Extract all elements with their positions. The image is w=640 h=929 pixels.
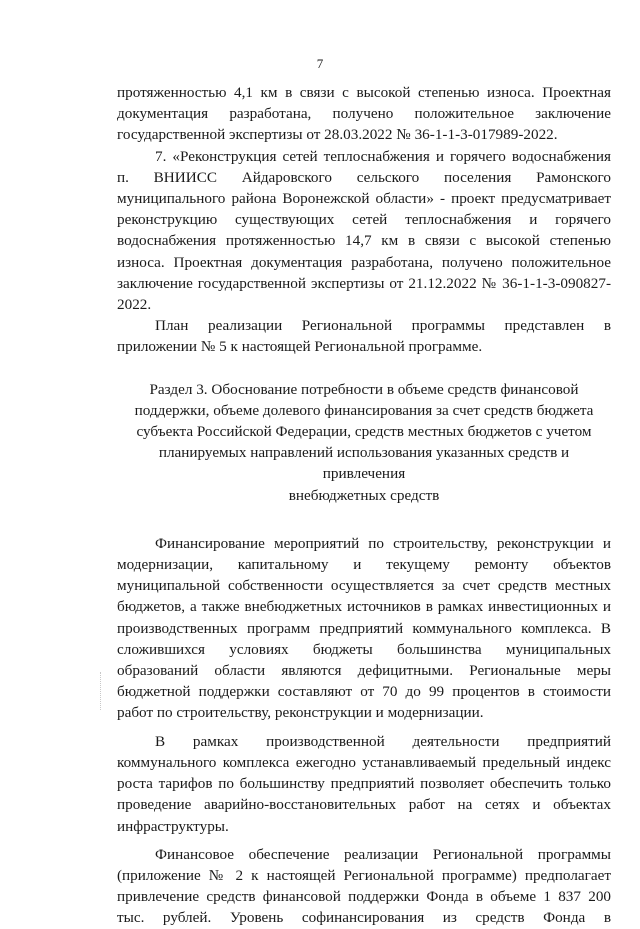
text-line: программ предприятий коммунального комплекса. В сложившихся (117, 619, 611, 658)
paragraph-item-7 (117, 146, 611, 316)
text-line: № 36-1-1-3-090827-2022. (117, 274, 612, 314)
text-line: привлечение средств финансовой поддержки Фонда в объеме (117, 888, 537, 906)
text-line: внебюджетных источников в рамках инвестиционных и производственных (117, 598, 612, 637)
paragraph-gap (117, 724, 611, 731)
text-line: реконструкцию существующих сетей теплоснабжения и горячего (117, 211, 611, 229)
paragraph-continuation (117, 82, 611, 146)
text-line: роста тарифов по большинству предприятий позволяет обеспечить только (117, 775, 611, 793)
text-line: модернизации, капитальному и текущему ремонту объектов муниципальной (117, 556, 611, 595)
text-line: муниципального района Воронежской области» - проект предусматривает (117, 190, 611, 208)
page-number: 7 (316, 56, 324, 71)
text-line: План реализации Региональной программы представлен в приложении (117, 317, 611, 356)
text-line: инфраструктуры. (117, 817, 229, 835)
text-line: 7. «Реконструкция сетей теплоснабжения и горячего (155, 147, 506, 165)
text-line: документация разработана, получено положительное заключение (117, 105, 611, 123)
paragraph-financing (117, 533, 611, 724)
section-heading (117, 379, 611, 506)
text-line: являются дефицитными. Региональные меры бюджетной поддержки (117, 662, 611, 701)
text-line: В рамках производственной деятельности предприятий (155, 732, 611, 750)
text-line: коммунального комплекса ежегодно устанавливаемый предельный индекс (117, 753, 611, 771)
text-line: Финансовое обеспечение реализации Региональной программы (155, 845, 611, 863)
scan-margin-mark (100, 672, 102, 710)
paragraph-tariffs (117, 731, 611, 837)
text-line: (приложение № 2 к настоящей Региональной программе) предполагает (117, 866, 611, 884)
heading-line: Раздел 3. Обоснование потребности в объеме средств финансовой (149, 380, 579, 398)
text-line: № 5 к настоящей Региональной программе. (200, 338, 483, 356)
text-line: собственности осуществляется за счет средств местных бюджетов, а также (117, 577, 612, 616)
paragraph-plan (117, 315, 611, 357)
text-line: государственной экспертизы от 28.03.2022 № 36-1-1-3-017989-2022. (117, 126, 558, 144)
text-line: проведение аварийно-восстановительных работ на сетях и объектах (117, 796, 611, 814)
heading-line: поддержки, объеме долевого финансирования за счет средств бюджета (134, 401, 594, 419)
document-body (117, 82, 611, 929)
text-line: 1 837 200 тыс. рублей. Уровень софинансирования из средств Фонда в (117, 888, 612, 927)
text-line: водоснабжения п. ВНИИСС Айдаровского сельского поселения Рамонского (117, 147, 611, 186)
text-line: условиях бюджеты большинства муниципальных образований области (117, 640, 612, 680)
heading-line: внебюджетных средств (288, 486, 440, 504)
text-line: водоснабжения протяженностью 14,7 км в связи с высокой степенью (117, 232, 611, 250)
text-line: заключение государственной экспертизы от 21.12.2022 (117, 274, 477, 292)
text-line: Финансирование мероприятий по строительству, реконструкции и (155, 534, 611, 552)
paragraph-gap (117, 837, 611, 844)
text-line: составляют от 70 до 99 процентов в стоимости работ по строительству, (117, 683, 612, 722)
text-line: протяженностью 4,1 км в связи с высокой степенью износа. Проектная (117, 84, 611, 101)
heading-line: субъекта Российской Федерации, средств местных бюджетов с учетом (136, 423, 592, 441)
heading-line: планируемых направлений использования указанных средств и привлечения (158, 444, 570, 483)
text-line: износа. Проектная документация разработана, получено положительное (117, 253, 611, 271)
text-line: реконструкции и модернизации. (274, 704, 484, 722)
paragraph-funding (117, 844, 611, 929)
